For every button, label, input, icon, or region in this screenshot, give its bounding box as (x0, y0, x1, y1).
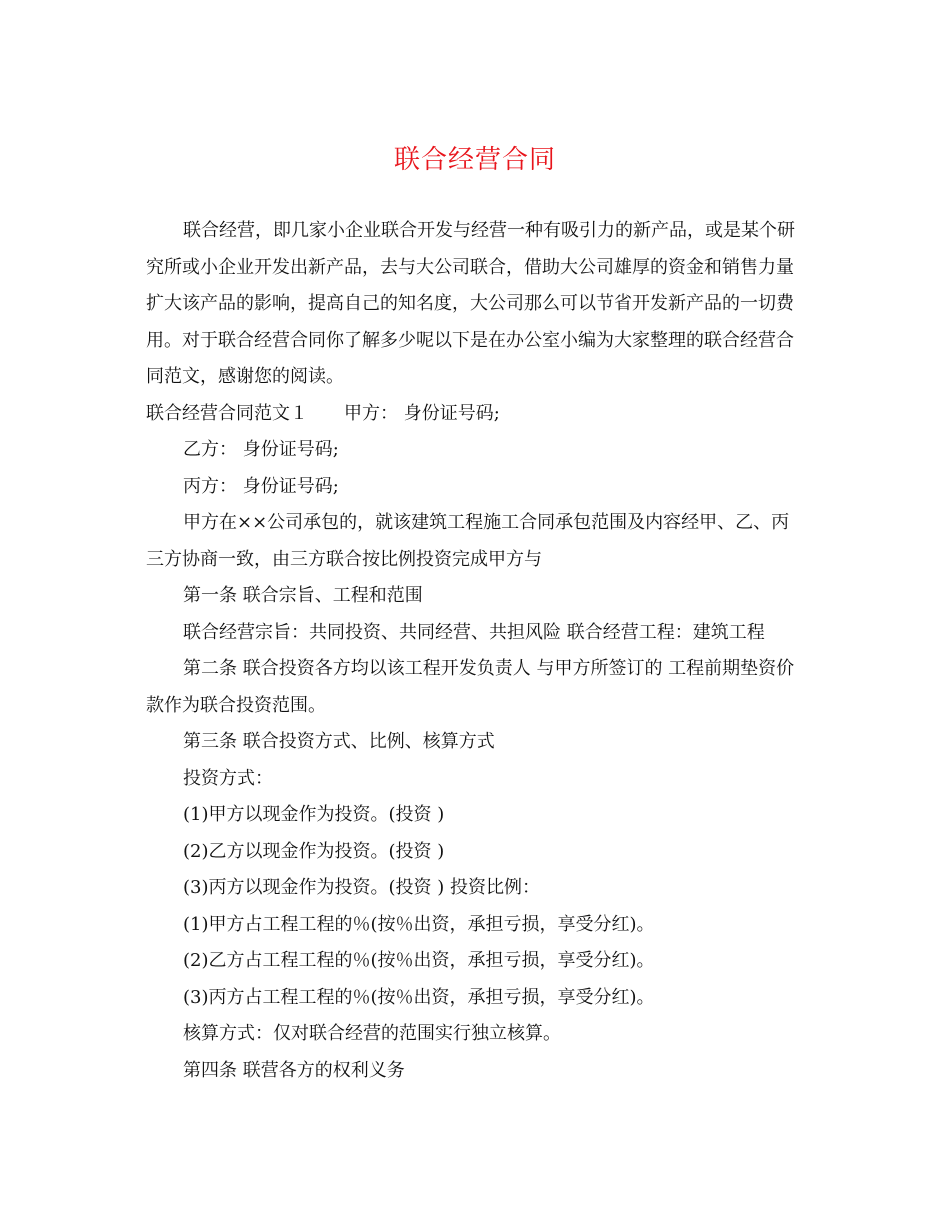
article-2-paragraph: 第二条 联合投资各方均以该工程开发负责人 与甲方所签订的 工程前期垫资价款作为联合投资范围。 (146, 658, 795, 716)
intro-paragraph: 联合经营，即几家小企业联合开发与经营一种有吸引力的新产品，或是某个研究所或小企业开发出新产品，去与大公司联合，借助大公司雄厚的资金和销售力量扩大该产品的影响，提高自己的知名度，大公司那么可以节省开发新产品的一切费用。对于联合经营合同你了解多少呢以下是在办公室小编为大家整理的联合经营合同范文，感谢您的阅读。 (146, 220, 795, 387)
ratio-item-b: (2)乙方占工程工程的％(按％出资，承担亏损，享受分红)。 (183, 950, 655, 971)
invest-method-label: 投资方式： (183, 767, 273, 789)
document-title: 联合经营合同 (393, 145, 556, 175)
article-3-heading: 第三条 联合投资方式、比例、核算方式 (183, 731, 495, 752)
article-4-heading: 第四条 联营各方的权利义务 (183, 1059, 405, 1081)
party-a-line: 甲方： 身份证号码; (344, 402, 500, 424)
sample-heading: 联合经营合同范文１ (146, 402, 308, 424)
invest-item-c: (3)丙方以现金作为投资。(投资 ) 投资比例： (183, 877, 540, 898)
invest-item-a: (1)甲方以现金作为投资。(投资 ) (183, 804, 445, 825)
party-c-line: 丙方： 身份证号码; (183, 475, 339, 497)
invest-item-b: (2)乙方以现金作为投资。(投资 ) (183, 840, 445, 862)
ratio-item-c: (3)丙方占工程工程的％(按％出资，承担亏损，享受分红)。 (183, 986, 655, 1008)
preamble-paragraph: 甲方在××公司承包的，就该建筑工程施工合同承包范围及内容经甲、乙、丙三方协商一致，由三方联合按比例投资完成甲方与 (146, 512, 790, 570)
accounting-method: 核算方式：仅对联合经营的范围实行独立核算。 (183, 1023, 561, 1044)
article-1-heading: 第一条 联合宗旨、工程和范围 (183, 585, 423, 606)
party-b-line: 乙方： 身份证号码; (183, 439, 339, 460)
article-1-body: 联合经营宗旨：共同投资、共同经营、共担风险 联合经营工程：建筑工程 (183, 621, 765, 643)
sample-heading-line (146, 396, 804, 433)
document-body (146, 213, 804, 1089)
ratio-item-a: (1)甲方占工程工程的％(按％出资，承担亏损，享受分红)。 (183, 913, 655, 935)
